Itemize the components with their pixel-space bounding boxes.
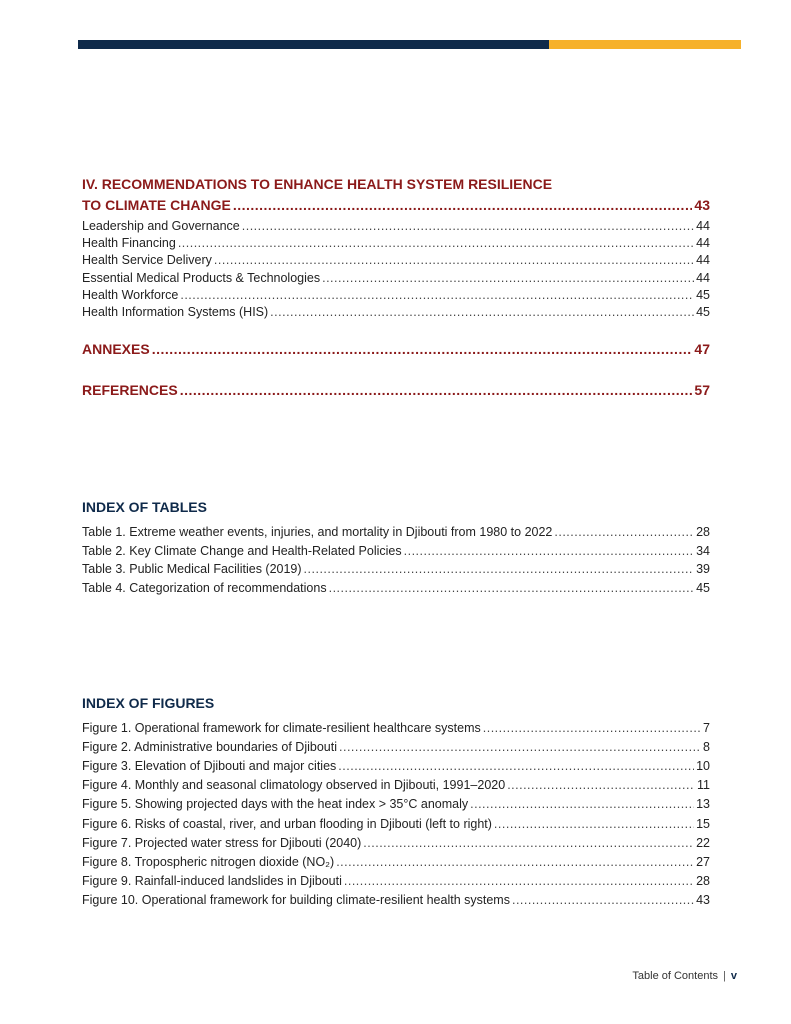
leader-dots (512, 893, 694, 907)
section-4-title-line1: IV. RECOMMENDATIONS TO ENHANCE HEALTH SYSTEM RESILIENCE (82, 176, 553, 192)
figure-index-entry[interactable] (82, 721, 710, 735)
figure-index-entry[interactable] (82, 836, 710, 850)
toc-subentry-label: Health Information Systems (HIS) (82, 305, 269, 319)
toc-subentry-label: Health Service Delivery (82, 253, 212, 268)
leader-dots (336, 855, 694, 869)
leader-dots (483, 721, 701, 735)
toc-subentry[interactable] (82, 236, 710, 250)
references-page: 57 (694, 382, 710, 398)
figure-index-entry-label: Figure 7. Projected water stress for Djibouti (2040) (82, 835, 362, 850)
toc-subentry-page: 44 (696, 253, 710, 268)
figure-index-entry-label: Figure 5. Showing projected days with the heat index > 35°C anomaly (82, 797, 469, 812)
leader-dots (338, 759, 694, 773)
figure-index-entry-label: Figure 6. Risks of coastal, river, and urban flooding in Djibouti (left to right) (82, 816, 492, 831)
table-index-entry-label: Table 1. Extreme weather events, injuries, and mortality in Djibouti from 1980 to 2022 (82, 525, 553, 539)
toc-entry-section-4[interactable] (82, 197, 710, 213)
figure-index-entry[interactable] (82, 740, 710, 754)
figure-index-entry[interactable] (82, 855, 710, 869)
figure-index-entry[interactable] (82, 778, 710, 792)
footer-separator: | (723, 970, 726, 982)
toc-subentry[interactable] (82, 271, 710, 285)
leader-dots (554, 525, 694, 539)
section-4-page: 43 (694, 197, 710, 213)
header-bar-gold (549, 40, 741, 49)
figure-index-entry-page: 10 (696, 759, 710, 774)
table-index-entry-label: Table 2. Key Climate Change and Health-Related Policies (82, 543, 402, 558)
leader-dots (494, 817, 694, 831)
leader-dots (180, 288, 694, 302)
figure-index-entry-label: Figure 10. Operational framework for building climate-resilient health systems (82, 892, 510, 907)
annexes-page: 47 (694, 341, 710, 357)
table-index-entry[interactable] (82, 581, 710, 595)
header-bar-navy (78, 40, 549, 49)
figure-index-entry-label: Figure 8. Tropospheric nitrogen dioxide (NO₂) (82, 854, 335, 869)
table-index-entry-label: Table 4. Categorization of recommendations (82, 581, 327, 596)
references-label: REFERENCES (82, 382, 178, 398)
toc-subentry-page: 44 (696, 219, 710, 233)
leader-dots (322, 271, 694, 285)
figure-index-entry-label: Figure 2. Administrative boundaries of Djibouti (82, 740, 337, 755)
index-of-tables-heading: INDEX OF TABLES (82, 499, 207, 515)
table-index-entry-label: Table 3. Public Medical Facilities (2019) (82, 562, 302, 577)
toc-subentry-page: 44 (696, 270, 710, 285)
toc-subentry[interactable] (82, 288, 710, 302)
leader-dots (404, 544, 694, 558)
leader-dots (152, 341, 693, 357)
figure-index-entry-page: 7 (703, 721, 710, 735)
table-index-entry-page: 34 (696, 543, 710, 558)
figure-index-entry[interactable] (82, 797, 710, 811)
leader-dots (180, 382, 693, 398)
figure-index-entry-page: 15 (696, 816, 710, 831)
table-index-entry[interactable] (82, 525, 710, 539)
leader-dots (233, 197, 693, 213)
figure-index-entry-page: 22 (696, 835, 710, 850)
figure-index-entry-label: Figure 1. Operational framework for climate-resilient healthcare systems (82, 721, 481, 735)
figure-index-entry[interactable] (82, 874, 710, 888)
leader-dots (339, 740, 701, 754)
figure-index-entry-page: 8 (703, 740, 710, 755)
toc-entry-annexes[interactable] (82, 341, 710, 357)
header-color-bar (78, 40, 741, 49)
leader-dots (329, 581, 695, 595)
toc-subentry-label: Health Financing (82, 236, 176, 251)
leader-dots (470, 797, 694, 811)
figure-index-entry[interactable] (82, 893, 710, 907)
figure-index-entry-label: Figure 9. Rainfall-induced landslides in Djibouti (82, 873, 342, 888)
figure-index-entry-page: 27 (696, 854, 710, 869)
toc-subentry[interactable] (82, 253, 710, 267)
toc-subentry-page: 44 (696, 236, 710, 251)
leader-dots (270, 305, 694, 319)
leader-dots (178, 236, 694, 250)
annexes-label: ANNEXES (82, 341, 150, 357)
index-of-figures-heading: INDEX OF FIGURES (82, 695, 215, 711)
toc-subentry-page: 45 (696, 287, 710, 302)
figure-index-entry[interactable] (82, 817, 710, 831)
figure-index-entry-page: 43 (696, 892, 710, 907)
section-4-title-line2: TO CLIMATE CHANGE (82, 197, 231, 213)
figure-index-entry-label: Figure 3. Elevation of Djibouti and major cities (82, 759, 337, 774)
figure-index-entry-page: 13 (696, 797, 710, 812)
toc-subentry[interactable] (82, 305, 710, 319)
toc-subentry[interactable] (82, 219, 710, 233)
leader-dots (507, 778, 695, 792)
leader-dots (363, 836, 694, 850)
footer-label: Table of Contents (632, 970, 719, 982)
toc-subentry-label: Essential Medical Products & Technologies (82, 270, 321, 285)
figure-index-entry-label: Figure 4. Monthly and seasonal climatology observed in Djibouti, 1991–2020 (82, 778, 506, 793)
table-index-entry[interactable] (82, 544, 710, 558)
toc-entry-references[interactable] (82, 382, 710, 398)
leader-dots (344, 874, 694, 888)
leader-dots (214, 253, 694, 267)
table-index-entry[interactable] (82, 562, 710, 576)
page-footer (632, 970, 737, 982)
toc-subentry-label: Health Workforce (82, 287, 179, 302)
toc-subentry-page: 45 (696, 305, 710, 319)
table-index-entry-page: 45 (696, 581, 710, 596)
figure-index-entry-page: 28 (696, 873, 710, 888)
figure-index-entry-page: 11 (697, 778, 710, 793)
table-index-entry-page: 39 (696, 562, 710, 577)
footer-page-number: v (730, 970, 737, 982)
toc-subentry-label: Leadership and Governance (82, 219, 240, 233)
leader-dots (242, 219, 694, 233)
figure-index-entry[interactable] (82, 759, 710, 773)
leader-dots (304, 562, 695, 576)
table-index-entry-page: 28 (696, 525, 710, 539)
